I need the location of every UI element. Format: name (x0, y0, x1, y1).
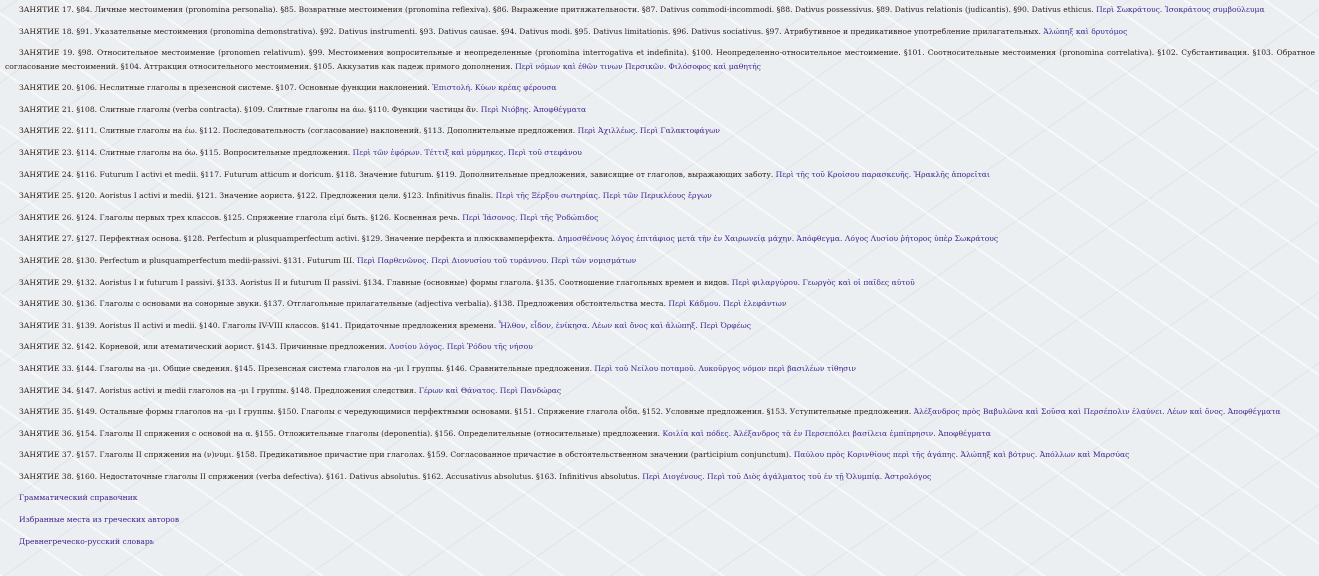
lesson-list (5, 3, 1315, 483)
grammar-reference-link[interactable]: Грамматический справочник (19, 493, 138, 503)
lesson-entry (5, 46, 1315, 73)
lesson-topics: §149. Остальные формы глаголов на -μι I группы. §150. Глаголы с чередующимися перфектными основами. §151. Спряжение глагола οἶδα. §152. Условные предложения. §153. Уступительные предложения. (76, 407, 912, 417)
lesson-entry (5, 3, 1315, 16)
lesson-number: ЗАНЯТИЕ 24. (19, 169, 74, 179)
lesson-readings-link[interactable]: Περὶ φιλαργύρου. Γεωργὸς καὶ οἱ παῖδες αὐτοῦ (731, 277, 915, 287)
lesson-readings-link[interactable]: Περὶ τῶν ἐφόρων. Τέττιξ καὶ μύρμηκες. Περὶ τοῦ στεφάνου (352, 147, 582, 157)
lesson-topics: §116. Futurum I activi et medii. §117. Futurum atticum и doricum. §118. Значение futurum. §119. Дополнительные предложения, зависящие от глаголов, выражающих заботу. (76, 169, 774, 179)
lesson-topics: §106. Неслитные глаголы в презенсной системе. §107. Основные функции наклонений. (76, 83, 430, 93)
lesson-readings-link[interactable]: Περὶ Παρθενῶνος. Περὶ Διονυσίου τοῦ τυράννου. Περὶ τῶν νομισμάτων (356, 255, 637, 265)
lesson-readings-link[interactable]: Δημοσθένους λόγος ἐπιτάφιος μετὰ τὴν ἐν Χαιρωνείᾳ μάχην. Ἀπόφθεγμα. Λόγος Λυσίου ῥήτορος ὑπὲρ Σωκράτους (557, 234, 999, 244)
lesson-topics: §98. Относительное местоимение (pronomen relativum). §99. Местоимения вопросительные и неопределенные (pronomina interrogativa et indefinita). §100. Неопределенно-относительное местоимение. §101. Соотносительные местоимения (pronomina correlativa). §102. Субстантивация. §103. Обратное согласование местоимений. §104. Аттракция относительного местоимения. §105. Аккузатив как падеж прямого дополнения. (5, 48, 1316, 71)
lesson-number: ЗАНЯТИЕ 26. (19, 212, 74, 222)
lesson-entry (5, 146, 1315, 159)
lesson-readings-link[interactable]: Περὶ Νιόβης. Ἀποφθέγματα (480, 104, 587, 114)
lesson-number: ЗАНЯТИЕ 27. (19, 234, 74, 244)
lesson-entry (5, 276, 1315, 289)
lesson-readings-link[interactable]: Παύλου πρὸς Κορινθίους περὶ τῆς ἀγάπης. Ἀλώπηξ καὶ βότρυς. Ἀπόλλων καὶ Μαρσύας (793, 450, 1130, 460)
lesson-topics: §157. Глаголы II спряжения на (ν)νυμι. §158. Предикативное причастие при глаголах. §159. Согласованное причастие в обстоятельственном значении (participium conjunctum). (76, 450, 792, 460)
lesson-entry (5, 362, 1315, 375)
lesson-readings-link[interactable]: Ἐπιστολή. Κύων κρέας φέρουσα (432, 83, 557, 93)
lesson-entry (5, 470, 1315, 483)
lesson-entry (5, 340, 1315, 353)
lesson-readings-link[interactable]: Περὶ Κάδμου. Περὶ ἐλεφάντων (668, 299, 787, 309)
lesson-readings-link[interactable]: Ἦλθον, εἶδον, ἐνίκησα. Λέων καὶ ὄνος καὶ ἀλώπηξ. Περὶ Ὀρφέως (498, 320, 751, 330)
lesson-entry (5, 103, 1315, 116)
lesson-number: ЗАНЯТИЕ 28. (19, 255, 74, 265)
lesson-readings-link[interactable]: Περὶ Σωκράτους. Ἰσοκράτους συμβούλευμα (1095, 5, 1265, 14)
lesson-topics: §136. Глаголы с основами на сонорные звуки. §137. Отглагольные прилагательные (adjectiva verbalia). §138. Предложения обстоятельства места. (76, 299, 666, 309)
lesson-entry (5, 448, 1315, 461)
lesson-readings-link[interactable]: Λυσίου λόγος. Περὶ Ῥόδου τῆς νήσου (389, 342, 533, 352)
lesson-entry (5, 124, 1315, 137)
lesson-number: ЗАНЯТИЕ 32. (19, 342, 74, 352)
lesson-entry (5, 232, 1315, 245)
lesson-topics: §139. Aoristus II activi и medii. §140. Глаголы IV-VIII классов. §141. Придаточные предложения времени. (76, 320, 497, 330)
lesson-number: ЗАНЯТИЕ 31. (19, 320, 74, 330)
lesson-number: ЗАНЯТИЕ 33. (19, 363, 74, 373)
lesson-entry (5, 81, 1315, 94)
lesson-topics: §120. Aoristus I activi и medii. §121. Значение аориста. §122. Предложения цели. §123. Infinitivus finalis. (76, 191, 494, 201)
lesson-topics: §147. Aoristus activi и medii глаголов на -μι I группы. §148. Предложения следствия. (76, 385, 417, 395)
lesson-topics: §130. Perfectum и plusquamperfectum medii-passivi. §131. Futurum III. (76, 255, 355, 265)
lesson-readings-link[interactable]: Περὶ νόμων καὶ ἐθῶν τινων Περσικῶν. Φιλόσοφος καὶ μαθητής (515, 61, 761, 71)
lesson-number: ЗАНЯТИЕ 29. (19, 277, 74, 287)
lesson-topics: §84. Личные местоимения (pronomina personalia). §85. Возвратные местоимения (pronomina reflexiva). §86. Выражение притяжательности. §87. Dativus commodi-incommodi. §88. Dativus possessivus. §89. Dativus relationis (judicantis). §90. Dativus ethicus. (76, 5, 1094, 14)
lesson-number: ЗАНЯТИЕ 37. (19, 450, 74, 460)
lesson-number: ЗАНЯТИЕ 21. (19, 104, 74, 114)
lesson-entry (5, 211, 1315, 224)
lesson-readings-link[interactable]: Περὶ Ἰάσονος. Περὶ τῆς Ῥοδώπιδος (462, 212, 599, 222)
lesson-readings-link[interactable]: Περὶ Ἀχιλλέως. Περὶ Γαλακτοφάγων (577, 126, 720, 136)
lesson-topics: §142. Корневой, или атематический аорист. §143. Причинные предложения. (76, 342, 387, 352)
lesson-readings-link[interactable]: Περὶ τοῦ Νείλου ποταμοῦ. Λυκοῦργος νόμον περὶ βασιλέων τίθησιν (594, 363, 856, 373)
lesson-number: ЗАНЯТИЕ 22. (19, 126, 74, 136)
dictionary-link[interactable]: Древнегреческо-русский словарь (19, 536, 154, 546)
lesson-number: ЗАНЯТИЕ 18. (19, 26, 74, 36)
lesson-number: ЗАНЯТИЕ 19. (19, 48, 75, 58)
reference-links (5, 491, 1315, 548)
lesson-readings-link[interactable]: Γέρων καὶ Θάνατος. Περὶ Πανδώρας (418, 385, 562, 395)
lesson-entry (5, 189, 1315, 202)
lesson-entry (5, 384, 1315, 397)
lesson-number: ЗАНЯТИЕ 36. (19, 428, 74, 438)
lesson-readings-link[interactable]: Περὶ τῆς τοῦ Κροίσου παρασκευῆς. Ἡρακλῆς ἀπορεῖται (775, 169, 990, 179)
lesson-topics: §127. Перфектная основа. §128. Perfectum и plusquamperfectum activi. §129. Значение перфекта и плюсквамперфекта. (76, 234, 555, 244)
lesson-number: ЗАНЯТИЕ 30. (19, 299, 74, 309)
lesson-number: ЗАНЯТИЕ 17. (19, 5, 74, 14)
lesson-number: ЗАНЯТИЕ 23. (19, 147, 74, 157)
lesson-topics: §108. Слитные глаголы (verba contracta). §109. Слитные глаголы на άω. §110. Функции частицы ἄν. (76, 104, 479, 114)
lesson-number: ЗАНЯТИЕ 35. (19, 407, 74, 417)
lesson-entry (5, 25, 1315, 38)
lesson-number: ЗАНЯТИЕ 25. (19, 191, 74, 201)
lesson-readings-link[interactable]: Περὶ τῆς Ξέρξου σωτηρίας. Περὶ τῶν Περικλέους ἔργων (495, 191, 712, 201)
lesson-entry (5, 297, 1315, 310)
lesson-entry (5, 405, 1315, 418)
lesson-number: ЗАНЯТИЕ 20. (19, 83, 74, 93)
lesson-readings-link[interactable]: Περὶ Διογένους. Περὶ τοῦ Διὸς ἀγάλματος τοῦ ἐν τῇ Ὀλυμπίᾳ. Ἀστρολόγος (642, 471, 932, 481)
lesson-number: ЗАНЯТИЕ 38. (19, 471, 74, 481)
lesson-topics: §154. Глаголы II спряжения с основой на α. §155. Отложительные глаголы (deponentia). §156. Определительные (относительные) предложения. (76, 428, 661, 438)
lesson-topics: §114. Слитные глаголы на όω. §115. Вопросительные предложения. (76, 147, 351, 157)
lesson-entry (5, 254, 1315, 267)
lesson-entry (5, 168, 1315, 181)
lesson-topics: §160. Недостаточные глаголы II спряжения (verba defectiva). §161. Dativus absolutus. §162. Accusativus absolutus. §163. Infinitivus absolutus. (76, 471, 640, 481)
selected-passages-link[interactable]: Избранные места из греческих авторов (19, 515, 180, 525)
lesson-topics: §124. Глаголы первых трех классов. §125. Спряжение глагола εἰμί быть. §126. Косвенная речь. (76, 212, 460, 222)
lesson-topics: §111. Слитные глаголы на έω. §112. Последовательность (согласование) наклонений. §113. Дополнительные предложения. (76, 126, 576, 136)
lesson-number: ЗАНЯТИЕ 34. (19, 385, 74, 395)
lessons-document (0, 3, 1317, 556)
lesson-readings-link[interactable]: Κοιλία καὶ πόδες. Ἀλέξανδρος τὰ ἐν Περσεπόλει βασίλεια ἐμπίπρησιν. Ἀποφθέγματα (662, 428, 991, 438)
lesson-readings-link[interactable]: Ἀλέξανδρος πρὸς Βαβυλῶνα καὶ Σοῦσα καὶ Περσέπολιν ἐλαύνει. Λέων καὶ ὄνος. Ἀποφθέγματα (913, 407, 1281, 417)
lesson-topics: §132. Aoristus I и futurum I passivi. §133. Aoristus II и futurum II passivi. §134. Главные (основные) формы глагола. §135. Соотношение глагольных времен и видов. (76, 277, 730, 287)
lesson-topics: §91. Указательные местоимения (pronomina demonstrativa). §92. Dativus instrumenti. §93. Dativus causae. §94. Dativus modi. §95. Dativus limitationis. §96. Dativus sociativus. §97. Атрибутивное и предикативное употребление прилагательных. (76, 26, 1041, 36)
lesson-entry (5, 319, 1315, 332)
lesson-readings-link[interactable]: Ἀλώπηξ καὶ δρυτόμος (1043, 26, 1128, 36)
lesson-entry (5, 427, 1315, 440)
lesson-topics: §144. Глаголы на -μι. Общие сведения. §145. Презенсная система глаголов на -μι I группы. §146. Сравнительные предложения. (76, 363, 592, 373)
